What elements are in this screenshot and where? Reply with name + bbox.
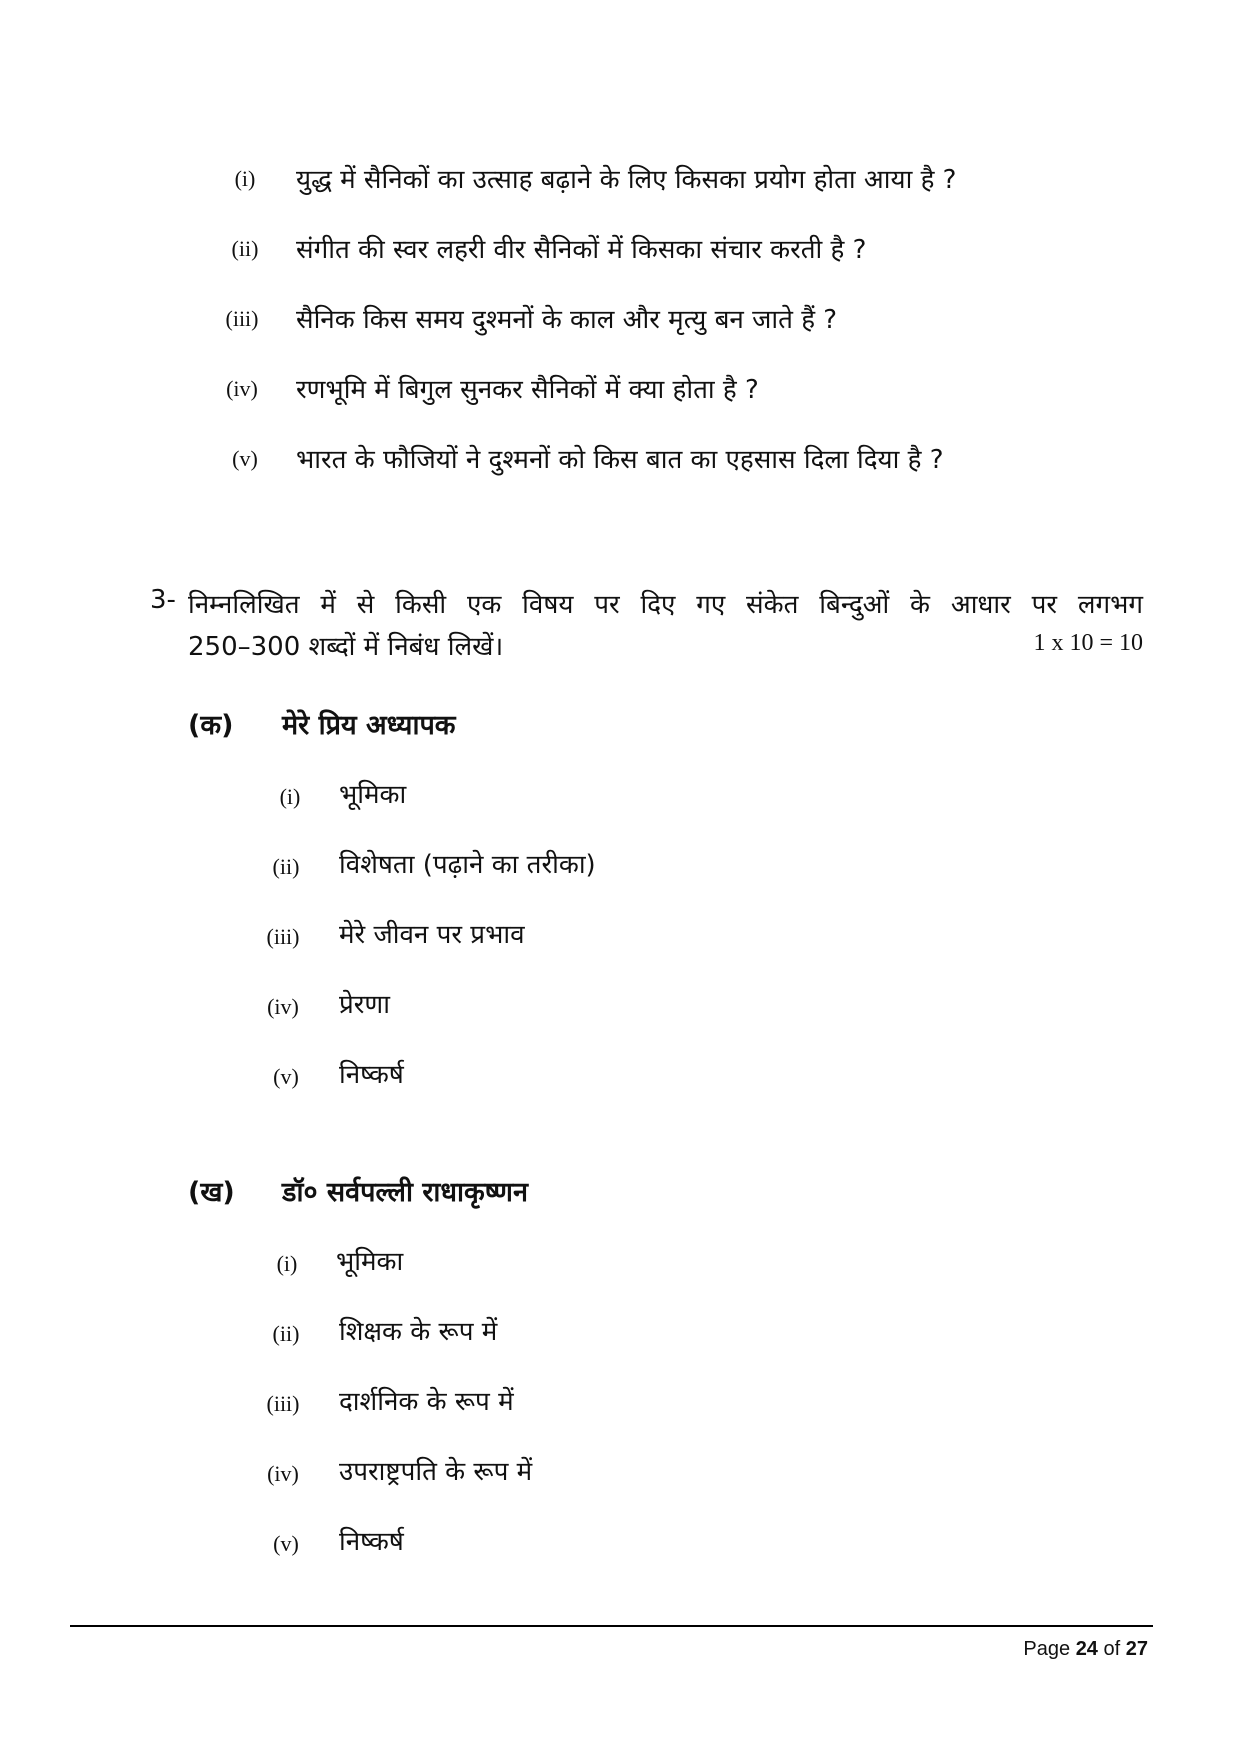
q2-item-3-number: (iii): [225, 306, 259, 331]
topic-ka-point-3-text: मेरे जीवन पर प्रभाव: [339, 920, 525, 950]
q2-item-1-number: (i): [234, 166, 256, 191]
q3-number: 3-: [150, 585, 176, 615]
topic-kha-point-5-text: निष्कर्ष: [339, 1527, 404, 1557]
topic-kha-point-2-number: (ii): [272, 1321, 300, 1346]
q2-item-4-number: (iv): [226, 376, 258, 401]
q2-item-3-text: सैनिक किस समय दुश्मनों के काल और मृत्यु बन जाते हैं ?: [296, 305, 838, 335]
topic-ka-point-2-number: (ii): [272, 854, 300, 879]
q2-item-4-text: रणभूमि में बिगुल सुनकर सैनिकों में क्या होता है ?: [296, 375, 759, 405]
q3-instruction-line-1: निम्नलिखित में से किसी एक विषय पर दिए गए संकेत बिन्दुओं के आधार पर लगभग: [188, 590, 1143, 620]
footer-total-pages: 27: [1125, 1638, 1148, 1660]
q2-item-5-text: भारत के फौजियों ने दुश्मनों को किस बात का एहसास दिला दिया है ?: [296, 445, 944, 475]
topic-kha-point-4-number: (iv): [267, 1461, 299, 1486]
footer-of: of: [1103, 1638, 1121, 1660]
topic-ka-title: मेरे प्रिय अध्यापक: [282, 710, 456, 741]
q2-item-2-text: संगीत की स्वर लहरी वीर सैनिकों में किसका संचार करती है ?: [296, 235, 867, 265]
page-footer: [0, 1627, 1148, 1659]
q3-instruction-line-2: 250–300 शब्दों में निबंध लिखें।: [188, 632, 504, 662]
topic-ka-point-5-number: (v): [273, 1064, 299, 1089]
topic-ka-point-1-number: (i): [279, 784, 301, 809]
topic-kha-point-1-text: भूमिका: [336, 1247, 404, 1277]
topic-kha-point-2-text: शिक्षक के रूप में: [339, 1317, 498, 1347]
topic-kha-point-4-text: उपराष्ट्रपति के रूप में: [339, 1457, 533, 1487]
topic-ka-point-5-text: निष्कर्ष: [339, 1060, 404, 1090]
topic-ka-point-3-number: (iii): [266, 924, 300, 949]
topic-kha-title: डॉ० सर्वपल्ली राधाकृष्णन: [282, 1177, 528, 1208]
topic-ka-point-1-text: भूमिका: [339, 780, 407, 810]
topic-kha-point-3-text: दार्शनिक के रूप में: [339, 1387, 514, 1417]
topic-ka-label: (क): [188, 710, 234, 741]
topic-kha-point-1-number: (i): [276, 1251, 298, 1276]
q2-item-1-text: युद्ध में सैनिकों का उत्साह बढ़ाने के लिए किसका प्रयोग होता आया है ?: [296, 165, 957, 195]
topic-ka-point-2-text: विशेषता (पढ़ाने का तरीका): [339, 850, 596, 880]
topic-kha-label: (ख): [188, 1177, 235, 1208]
topic-ka-point-4-text: प्रेरणा: [339, 990, 390, 1020]
q3-marks: 1 x 10 = 10: [1033, 630, 1143, 656]
topic-ka-point-4-number: (iv): [267, 994, 299, 1019]
topic-kha-point-5-number: (v): [273, 1531, 299, 1556]
q2-item-5-number: (v): [232, 446, 258, 471]
footer-page-prefix: Page: [1023, 1638, 1071, 1660]
topic-kha-point-3-number: (iii): [266, 1391, 300, 1416]
footer-current-page: 24: [1075, 1638, 1098, 1660]
q2-item-2-number: (ii): [231, 236, 259, 261]
